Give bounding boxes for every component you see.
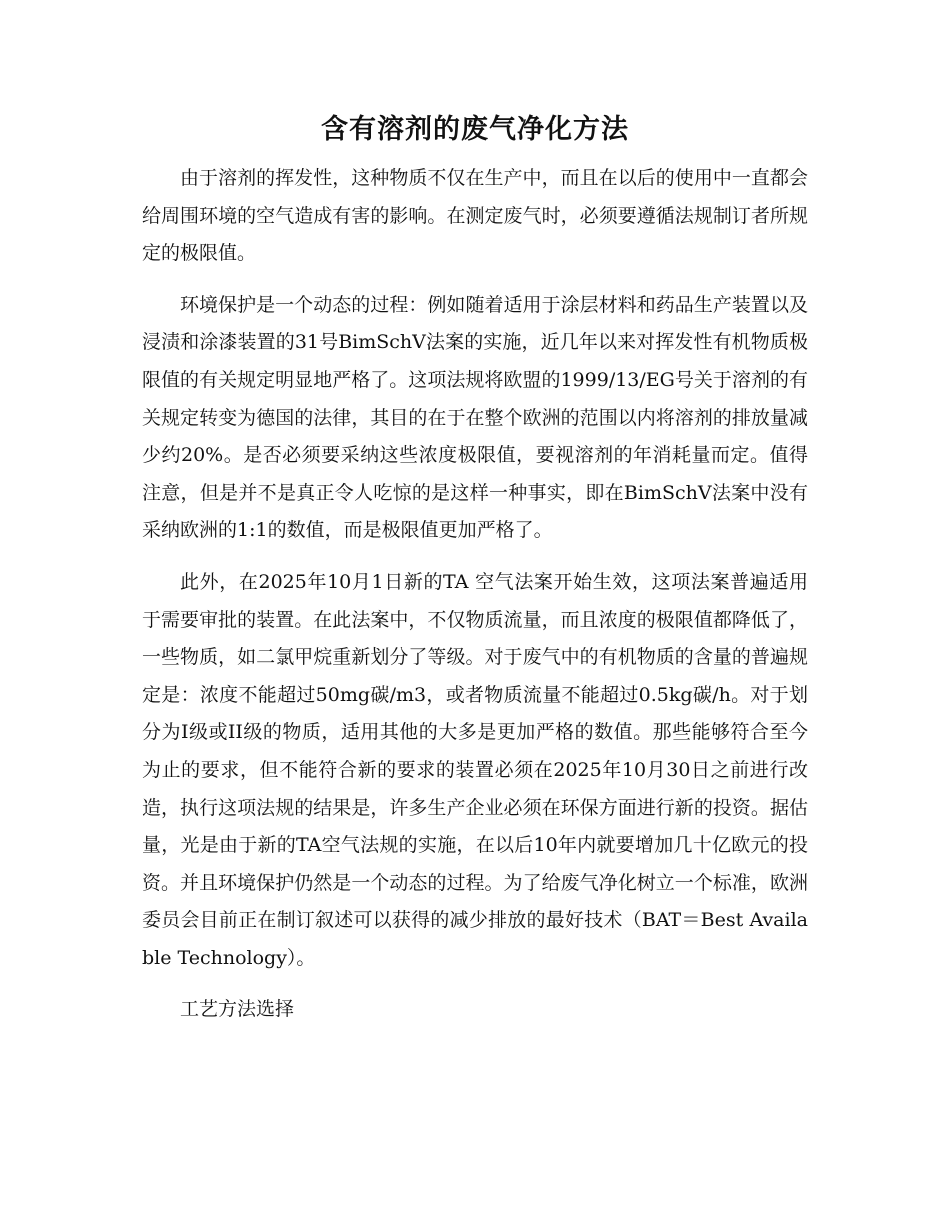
paragraph-ta-law: 此外，在2025年10月1日新的TA 空气法案开始生效，这项法案普遍适用于需要审批的装置。在此法案中，不仅物质流量，而且浓度的极限值都降低了，一些物质，如二氯甲烷重新划分了等级。对于废气中的有机物质的含量的普遍规定是：浓度不能超过50mg碳/m3，或者物质流量不能超过0.5kg碳/h。对于划分为I级或II级的物质，适用其他的大多是更加严格的数值。那些能够符合至今为止的要求，但不能符合新的要求的装置必须在2025年10月30日之前进行改造，执行这项法规的结果是，许多生产企业必须在环保方面进行新的投资。据估量，光是由于新的TA空气法规的实施，在以后10年内就要增加几十亿欧元的投资。并且环境保护仍然是一个动态的过程。为了给废气净化树立一个标准，欧洲委员会目前正在制订叙述可以获得的减少排放的最好技术（BAT＝Best Available Technology）。 bbox=[142, 570, 808, 969]
paragraph-intro: 由于溶剂的挥发性，这种物质不仅在生产中，而且在以后的使用中一直都会给周围环境的空气造成有害的影响。在测定废气时，必须要遵循法规制订者所规定的极限值。 bbox=[142, 167, 808, 265]
document-title: 含有溶剂的废气净化方法 bbox=[321, 114, 629, 145]
section-heading-process-selection: 工艺方法选择 bbox=[180, 998, 295, 1021]
paragraph-environment: 环境保护是一个动态的过程：例如随着适用于涂层材料和药品生产装置以及浸渍和涂漆装置的31号BimSchV法案的实施，近几年以来对挥发性有机物质极限值的有关规定明显地严格了。这项法规将欧盟的1999/13/EG号关于溶剂的有关规定转变为德国的法律，其目的在于在整个欧洲的范围以内将溶剂的排放量减少约20%。是否必须要采纳这些浓度极限值，要视溶剂的年消耗量而定。值得注意，但是并不是真正令人吃惊的是这样一种事实，即在BimSchV法案中没有采纳欧洲的1:1的数值，而是极限值更加严格了。 bbox=[142, 293, 808, 542]
document-page bbox=[142, 110, 808, 1043]
